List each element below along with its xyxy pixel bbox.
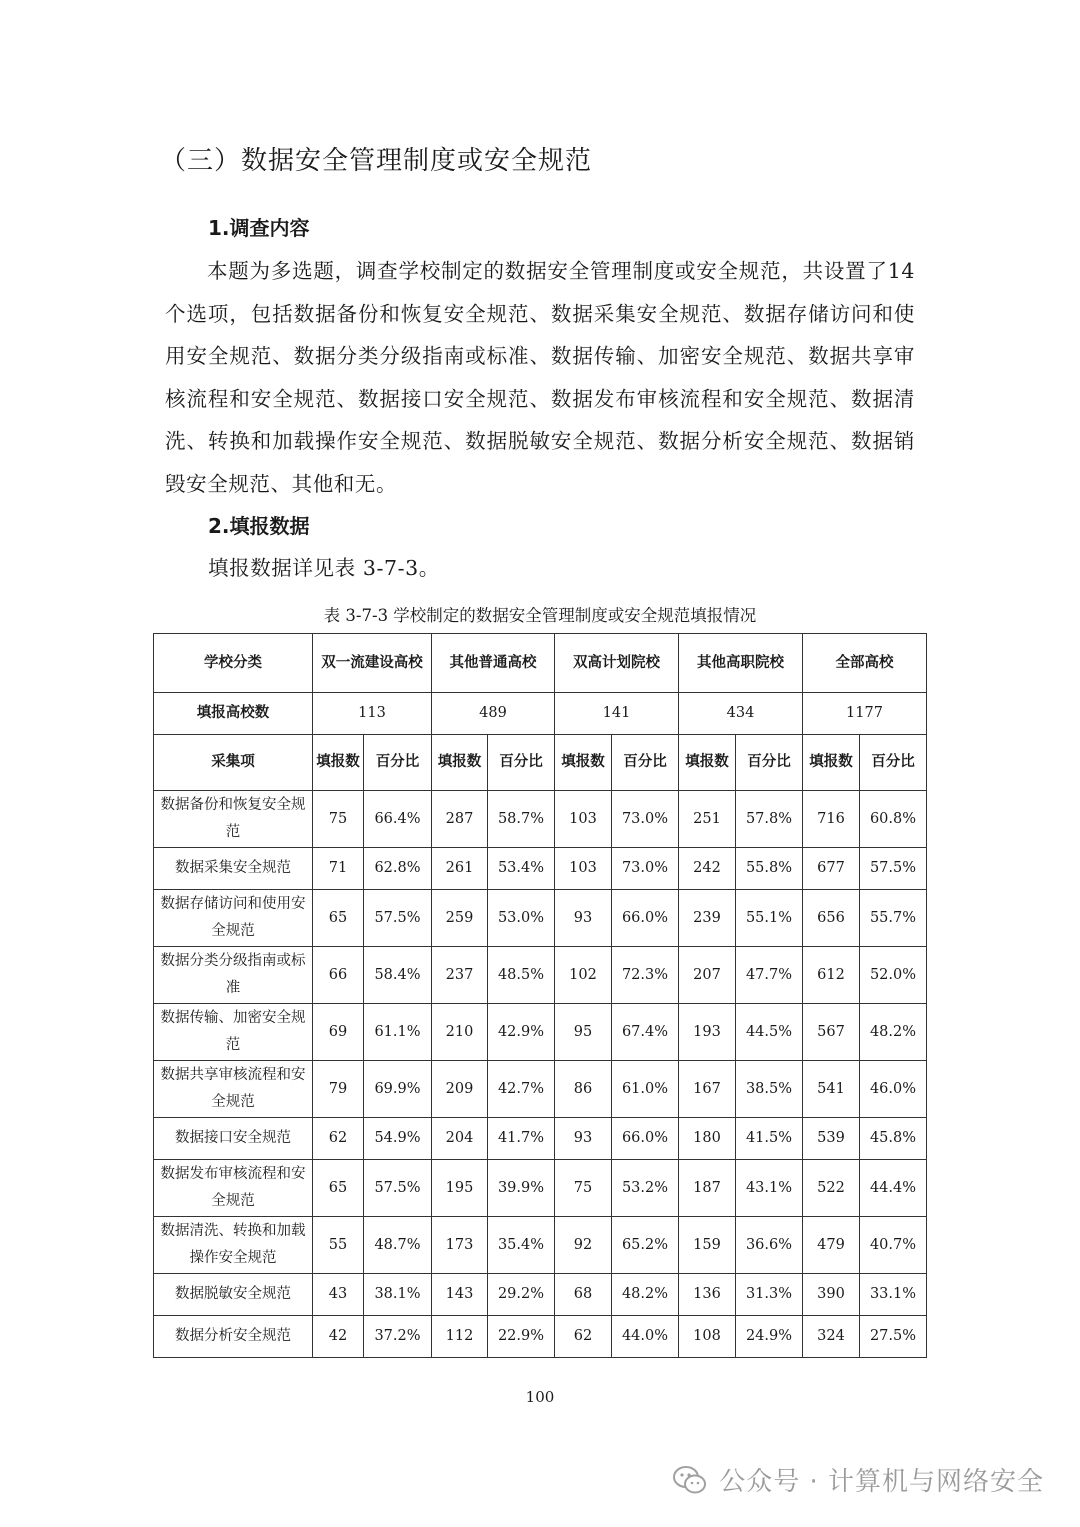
percent-value: 67.4% [612,1004,679,1061]
count-value: 195 [432,1160,488,1217]
percent-value: 53.4% [488,848,555,890]
count-value: 716 [803,791,860,848]
percent-value: 40.7% [860,1217,927,1274]
percent-value: 58.4% [364,947,432,1004]
row-label: 数据清洗、转换和加载操作安全规范 [154,1217,313,1274]
percent-value: 57.5% [860,848,927,890]
count-value: 287 [432,791,488,848]
count-value: 93 [555,1118,612,1160]
count-value: 656 [803,890,860,947]
count-value: 75 [313,791,364,848]
count-value: 79 [313,1061,364,1118]
table-caption: 表 3-7-3 学校制定的数据安全管理制度或安全规范填报情况 [323,606,757,625]
count-value: 259 [432,890,488,947]
count-value: 108 [679,1316,736,1358]
percent-value: 45.8% [860,1118,927,1160]
page-number: 100 [525,1388,555,1406]
item-label: 采集项 [154,735,313,791]
heading-survey-content: 1.调查内容 [208,216,310,240]
count-value: 92 [555,1217,612,1274]
count-value: 193 [679,1004,736,1061]
percent-value: 35.4% [488,1217,555,1274]
row-label: 数据发布审核流程和安全规范 [154,1160,313,1217]
count-cell: 141 [555,693,679,735]
row-label: 数据分类分级指南或标准 [154,947,313,1004]
percent-value: 47.7% [736,947,803,1004]
row-label: 数据共享审核流程和安全规范 [154,1061,313,1118]
percent-value: 58.7% [488,791,555,848]
percent-value: 38.1% [364,1274,432,1316]
percent-value: 42.9% [488,1004,555,1061]
subheader-count: 填报数 [432,735,488,791]
count-cell: 489 [432,693,555,735]
percent-value: 33.1% [860,1274,927,1316]
percent-value: 46.0% [860,1061,927,1118]
table-row [154,1004,927,1061]
percent-value: 66.4% [364,791,432,848]
count-value: 55 [313,1217,364,1274]
count-value: 209 [432,1061,488,1118]
percent-value: 73.0% [612,848,679,890]
table-row [154,947,927,1004]
header-category: 其他高职院校 [679,634,803,693]
count-value: 204 [432,1118,488,1160]
percent-value: 48.7% [364,1217,432,1274]
subheader-percent: 百分比 [612,735,679,791]
count-value: 103 [555,848,612,890]
table-row [154,1274,927,1316]
count-label: 填报高校数 [154,693,313,735]
count-value: 180 [679,1118,736,1160]
header-category: 双高计划院校 [555,634,679,693]
table-header-row [154,634,927,693]
percent-value: 48.2% [612,1274,679,1316]
count-value: 207 [679,947,736,1004]
count-value: 173 [432,1217,488,1274]
count-value: 612 [803,947,860,1004]
table-row [154,791,927,848]
percent-value: 29.2% [488,1274,555,1316]
percent-value: 66.0% [612,1118,679,1160]
count-value: 102 [555,947,612,1004]
count-value: 167 [679,1061,736,1118]
percent-value: 52.0% [860,947,927,1004]
count-value: 66 [313,947,364,1004]
count-value: 69 [313,1004,364,1061]
percent-value: 55.1% [736,890,803,947]
table-count-row [154,693,927,735]
table-row [154,890,927,947]
percent-value: 27.5% [860,1316,927,1358]
percent-value: 53.2% [612,1160,679,1217]
table-row [154,1217,927,1274]
percent-value: 62.8% [364,848,432,890]
percent-value: 48.5% [488,947,555,1004]
percent-value: 54.9% [364,1118,432,1160]
percent-value: 44.4% [860,1160,927,1217]
section-title: （三）数据安全管理制度或安全规范 [160,146,593,176]
subheader-percent: 百分比 [736,735,803,791]
percent-value: 53.0% [488,890,555,947]
count-value: 62 [313,1118,364,1160]
heading-report-data: 2.填报数据 [208,514,310,538]
percent-value: 31.3% [736,1274,803,1316]
row-label: 数据分析安全规范 [154,1316,313,1358]
count-value: 62 [555,1316,612,1358]
count-value: 159 [679,1217,736,1274]
count-value: 522 [803,1160,860,1217]
percent-value: 66.0% [612,890,679,947]
subheader-percent: 百分比 [488,735,555,791]
watermark-text: 公众号 · 计算机与网络安全 [719,1467,1044,1497]
percent-value: 65.2% [612,1217,679,1274]
percent-value: 41.5% [736,1118,803,1160]
percent-value: 48.2% [860,1004,927,1061]
table-row [154,1316,927,1358]
subheader-percent: 百分比 [364,735,432,791]
count-value: 103 [555,791,612,848]
count-value: 479 [803,1217,860,1274]
count-cell: 1177 [803,693,927,735]
header-category: 双一流建设高校 [313,634,432,693]
table-row [154,848,927,890]
percent-value: 44.0% [612,1316,679,1358]
percent-value: 60.8% [860,791,927,848]
row-label: 数据采集安全规范 [154,848,313,890]
count-value: 93 [555,890,612,947]
percent-value: 57.5% [364,1160,432,1217]
count-value: 251 [679,791,736,848]
row-label: 数据备份和恢复安全规范 [154,791,313,848]
count-value: 112 [432,1316,488,1358]
percent-value: 55.7% [860,890,927,947]
count-value: 539 [803,1118,860,1160]
count-value: 237 [432,947,488,1004]
percent-value: 37.2% [364,1316,432,1358]
percent-value: 41.7% [488,1118,555,1160]
row-label: 数据接口安全规范 [154,1118,313,1160]
count-value: 567 [803,1004,860,1061]
count-value: 43 [313,1274,364,1316]
percent-value: 73.0% [612,791,679,848]
table-row [154,1160,927,1217]
count-value: 136 [679,1274,736,1316]
table-subheader-row [154,735,927,791]
percent-value: 24.9% [736,1316,803,1358]
count-cell: 434 [679,693,803,735]
count-value: 42 [313,1316,364,1358]
percent-value: 36.6% [736,1217,803,1274]
count-value: 95 [555,1004,612,1061]
percent-value: 39.9% [488,1160,555,1217]
count-value: 71 [313,848,364,890]
subheader-count: 填报数 [555,735,612,791]
count-value: 210 [432,1004,488,1061]
percent-value: 43.1% [736,1160,803,1217]
count-value: 541 [803,1061,860,1118]
percent-value: 42.7% [488,1061,555,1118]
subheader-count: 填报数 [803,735,860,791]
count-cell: 113 [313,693,432,735]
subheader-count: 填报数 [679,735,736,791]
percent-value: 61.0% [612,1061,679,1118]
count-value: 143 [432,1274,488,1316]
row-label: 数据传输、加密安全规范 [154,1004,313,1061]
count-value: 261 [432,848,488,890]
count-value: 324 [803,1316,860,1358]
percent-value: 22.9% [488,1316,555,1358]
percent-value: 57.5% [364,890,432,947]
row-label: 数据脱敏安全规范 [154,1274,313,1316]
count-value: 390 [803,1274,860,1316]
count-value: 65 [313,1160,364,1217]
watermark [673,1461,1044,1498]
count-value: 86 [555,1061,612,1118]
count-value: 68 [555,1274,612,1316]
count-value: 187 [679,1160,736,1217]
percent-value: 61.1% [364,1004,432,1061]
count-value: 242 [679,848,736,890]
subheader-count: 填报数 [313,735,364,791]
percent-value: 72.3% [612,947,679,1004]
wechat-icon [673,1465,707,1495]
percent-value: 55.8% [736,848,803,890]
count-value: 75 [555,1160,612,1217]
count-value: 65 [313,890,364,947]
count-value: 239 [679,890,736,947]
data-table [153,633,927,1358]
percent-value: 69.9% [364,1061,432,1118]
table-row [154,1118,927,1160]
percent-value: 44.5% [736,1004,803,1061]
percent-value: 38.5% [736,1061,803,1118]
count-value: 677 [803,848,860,890]
header-school-category: 学校分类 [154,634,313,693]
table-row [154,1061,927,1118]
header-category: 全部高校 [803,634,927,693]
header-category: 其他普通高校 [432,634,555,693]
percent-value: 57.8% [736,791,803,848]
subheader-percent: 百分比 [860,735,927,791]
survey-paragraph: 本题为多选题，调查学校制定的数据安全管理制度或安全规范，共设置了14个选项，包括数据备份和恢复安全规范、数据采集安全规范、数据存储访问和使用安全规范、数据分类分级指南或标准、数据传输、加密安全规范、数据共享审核流程和安全规范、数据接口安全规范、数据发布审核流程和安全规范、数据清洗、转换和加载操作安全规范、数据脱敏安全规范、数据分析安全规范、数据销毁安全规范、其他和无。 [165,259,915,496]
table-reference-line: 填报数据详见表 3-7-3。 [208,556,440,580]
row-label: 数据存储访问和使用安全规范 [154,890,313,947]
